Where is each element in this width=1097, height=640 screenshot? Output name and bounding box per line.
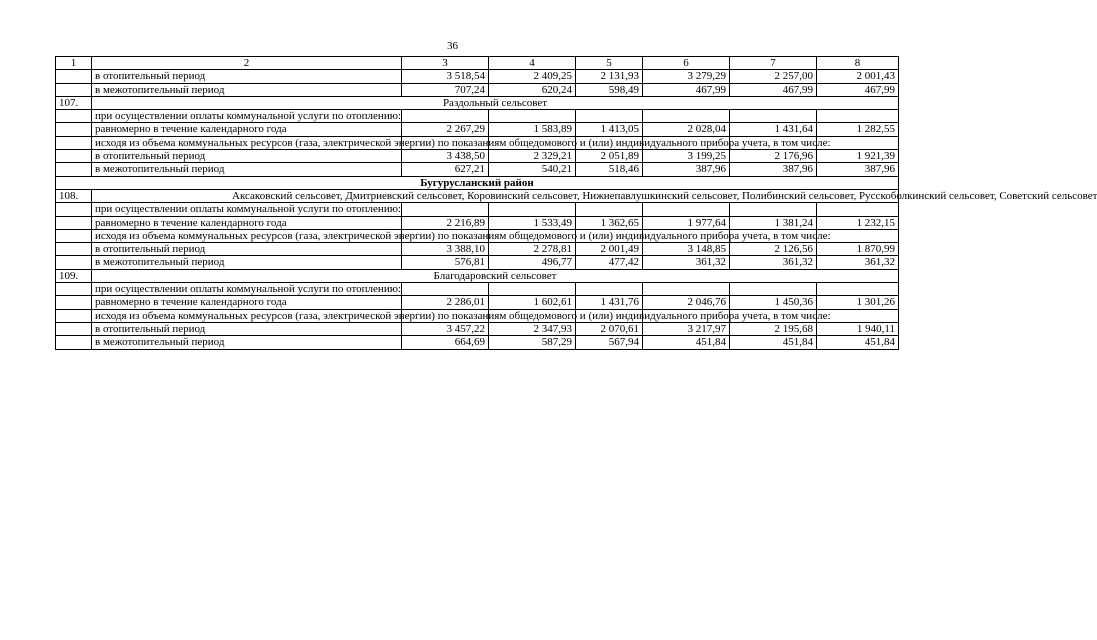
value-cell: 2 347,93	[489, 322, 576, 335]
value-cell: 2 131,93	[576, 70, 643, 83]
value-cell: 1 921,39	[817, 150, 899, 163]
row-label: в отопительный период	[92, 70, 402, 83]
value-cell: 361,32	[730, 256, 817, 269]
value-cell: 1 450,36	[730, 296, 817, 309]
row-label: в межотопительный период	[92, 256, 402, 269]
row-label: в межотопительный период	[92, 336, 402, 349]
value-cell: 2 286,01	[402, 296, 489, 309]
value-cell: 1 977,64	[643, 216, 730, 229]
value-cell: 2 257,00	[730, 70, 817, 83]
value-cell: 2 267,29	[402, 123, 489, 136]
value-cell: 2 195,68	[730, 322, 817, 335]
section-title-row	[56, 189, 899, 202]
value-cell: 2 216,89	[402, 216, 489, 229]
table-row	[56, 243, 899, 256]
section-number: 108.	[56, 189, 92, 202]
value-cell: 3 518,54	[402, 70, 489, 83]
table-row	[56, 70, 899, 83]
value-cell: 2 278,81	[489, 243, 576, 256]
table-row	[56, 203, 899, 216]
table-row	[56, 309, 899, 322]
table-row	[56, 336, 899, 349]
row-label: при осуществлении оплаты коммунальной услуги по отоплению:	[92, 110, 402, 123]
table-row	[56, 83, 899, 96]
tariff-table	[55, 56, 1097, 350]
value-cell: 496,77	[489, 256, 576, 269]
row-label: в межотопительный период	[92, 83, 402, 96]
value-cell: 3 388,10	[402, 243, 489, 256]
value-cell: 361,32	[817, 256, 899, 269]
value-cell: 3 438,50	[402, 150, 489, 163]
header-cell: 5	[576, 57, 643, 70]
value-cell: 387,96	[817, 163, 899, 176]
header-cell: 2	[92, 57, 402, 70]
value-cell: 451,84	[643, 336, 730, 349]
section-title-row	[56, 96, 899, 109]
value-cell: 1 431,64	[730, 123, 817, 136]
table-row	[56, 229, 899, 242]
value-cell: 361,32	[643, 256, 730, 269]
table-row	[56, 123, 899, 136]
row-label: в межотопительный период	[92, 163, 402, 176]
value-cell: 451,84	[730, 336, 817, 349]
header-cell: 1	[56, 57, 92, 70]
table-row	[56, 322, 899, 335]
table-row	[56, 110, 899, 123]
header-cell: 7	[730, 57, 817, 70]
row-label: в отопительный период	[92, 322, 402, 335]
value-cell: 1 602,61	[489, 296, 576, 309]
table-row	[56, 256, 899, 269]
row-label: при осуществлении оплаты коммунальной услуги по отоплению:	[92, 283, 402, 296]
value-cell: 3 217,97	[643, 322, 730, 335]
header-cell: 4	[489, 57, 576, 70]
value-cell: 1 381,24	[730, 216, 817, 229]
value-cell: 3 199,25	[643, 150, 730, 163]
value-cell: 576,81	[402, 256, 489, 269]
value-cell: 2 028,04	[643, 123, 730, 136]
section-title: Аксаковский сельсовет, Дмитриевский сельсовет, Коровинский сельсовет, Нижнепавлушкинский сельсовет, Полибинский сельсовет, Русскоболкинский сельсовет, Советский сельсовет	[92, 189, 899, 202]
value-cell: 1 282,55	[817, 123, 899, 136]
value-cell: 2 046,76	[643, 296, 730, 309]
value-cell: 2 001,49	[576, 243, 643, 256]
row-label: равномерно в течение календарного года	[92, 216, 402, 229]
header-cell: 6	[643, 57, 730, 70]
table-row	[56, 283, 899, 296]
row-label: исходя из объема коммунальных ресурсов (газа, электрической энергии) по показаниям общедомового и (или) индивидуального прибора учета, в том числе:	[92, 229, 402, 242]
district-row	[56, 176, 899, 189]
section-title-row	[56, 269, 899, 282]
value-cell: 467,99	[730, 83, 817, 96]
header-cell: 8	[817, 57, 899, 70]
row-label: исходя из объема коммунальных ресурсов (газа, электрической энергии) по показаниям общедомового и (или) индивидуального прибора учета, в том числе:	[92, 309, 402, 322]
value-cell: 707,24	[402, 83, 489, 96]
value-cell: 3 279,29	[643, 70, 730, 83]
row-label: исходя из объема коммунальных ресурсов (газа, электрической энергии) по показаниям общедомового и (или) индивидуального прибора учета, в том числе:	[92, 136, 402, 149]
value-cell: 467,99	[643, 83, 730, 96]
value-cell: 620,24	[489, 83, 576, 96]
header-row	[56, 57, 899, 70]
value-cell: 1 301,26	[817, 296, 899, 309]
section-number: 109.	[56, 269, 92, 282]
table-row	[56, 163, 899, 176]
value-cell: 567,94	[576, 336, 643, 349]
value-cell: 1 232,15	[817, 216, 899, 229]
value-cell: 2 329,21	[489, 150, 576, 163]
section-title: Благодаровский сельсовет	[92, 269, 899, 282]
page-number: 36	[447, 40, 458, 52]
row-label: в отопительный период	[92, 150, 402, 163]
value-cell: 1 533,49	[489, 216, 576, 229]
table-row	[56, 136, 899, 149]
value-cell: 3 457,22	[402, 322, 489, 335]
value-cell: 3 148,85	[643, 243, 730, 256]
value-cell: 1 870,99	[817, 243, 899, 256]
value-cell: 540,21	[489, 163, 576, 176]
row-label: равномерно в течение календарного года	[92, 123, 402, 136]
table-row	[56, 216, 899, 229]
row-label: в отопительный период	[92, 243, 402, 256]
value-cell: 2 001,43	[817, 70, 899, 83]
value-cell: 387,96	[643, 163, 730, 176]
row-label: при осуществлении оплаты коммунальной услуги по отоплению:	[92, 203, 402, 216]
section-number: 107.	[56, 96, 92, 109]
value-cell: 1 583,89	[489, 123, 576, 136]
value-cell: 1 431,76	[576, 296, 643, 309]
value-cell: 518,46	[576, 163, 643, 176]
table-row	[56, 150, 899, 163]
value-cell: 451,84	[817, 336, 899, 349]
value-cell: 1 413,05	[576, 123, 643, 136]
value-cell: 2 070,61	[576, 322, 643, 335]
value-cell: 664,69	[402, 336, 489, 349]
value-cell: 1 362,65	[576, 216, 643, 229]
value-cell: 467,99	[817, 83, 899, 96]
value-cell: 387,96	[730, 163, 817, 176]
value-cell: 627,21	[402, 163, 489, 176]
row-label: равномерно в течение календарного года	[92, 296, 402, 309]
value-cell: 1 940,11	[817, 322, 899, 335]
value-cell: 598,49	[576, 83, 643, 96]
value-cell: 2 051,89	[576, 150, 643, 163]
value-cell: 2 176,96	[730, 150, 817, 163]
value-cell: 477,42	[576, 256, 643, 269]
header-cell: 3	[402, 57, 489, 70]
table-row	[56, 296, 899, 309]
section-title: Раздольный сельсовет	[92, 96, 899, 109]
value-cell: 2 409,25	[489, 70, 576, 83]
value-cell: 587,29	[489, 336, 576, 349]
district-title: Бугурусланский район	[56, 176, 899, 189]
value-cell: 2 126,56	[730, 243, 817, 256]
